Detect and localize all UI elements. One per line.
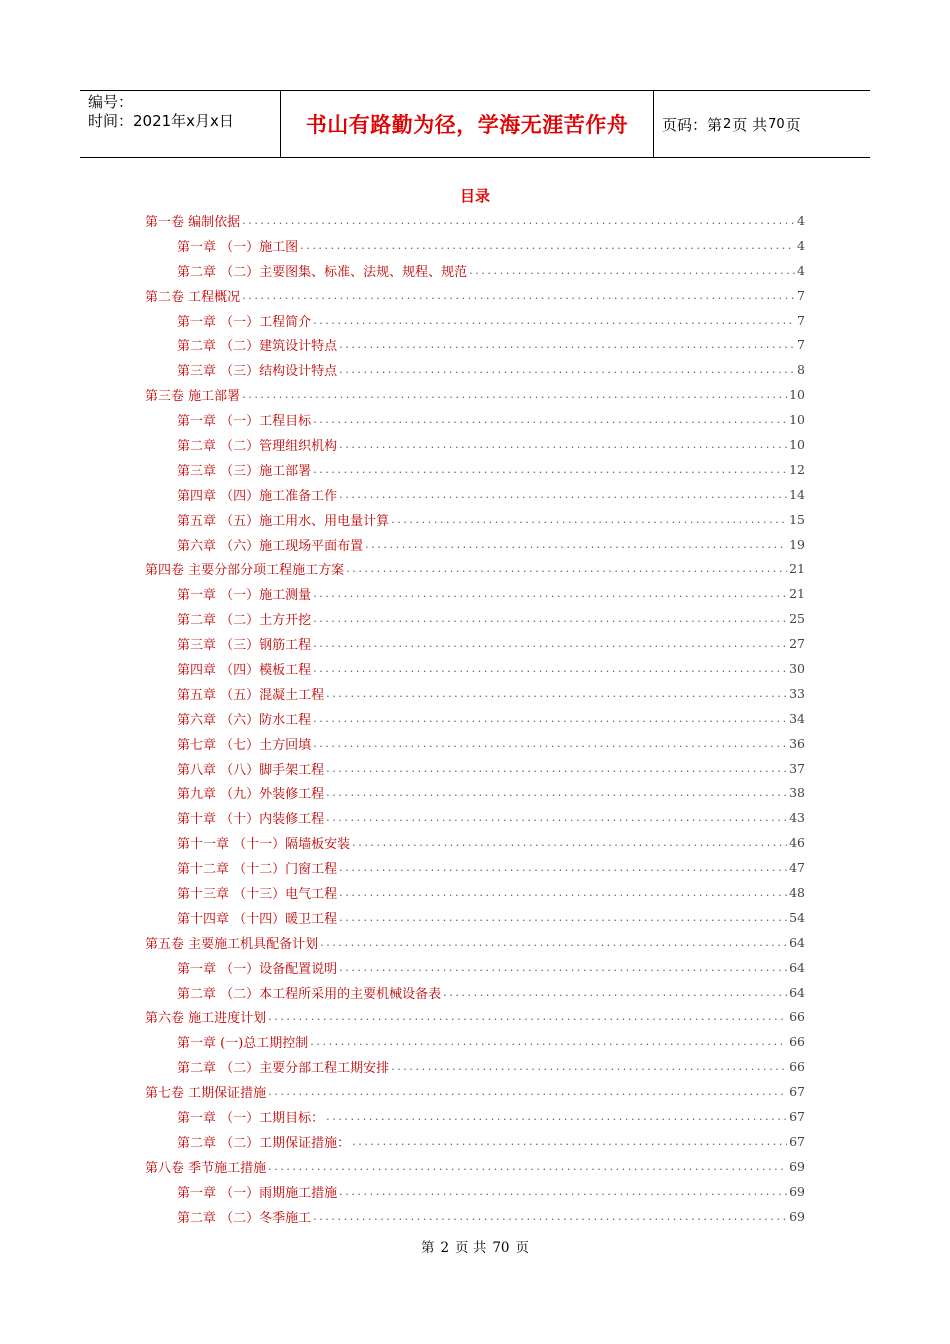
- toc-entry-text: 第二章 （二）本工程所采用的主要机械设备表: [177, 986, 442, 1002]
- toc-leader-dots: [391, 1060, 787, 1073]
- page-header: [80, 90, 870, 158]
- footer-mid: 页 共: [455, 1240, 487, 1256]
- toc-entry-page: 46: [789, 835, 805, 851]
- toc-leader-dots: [391, 513, 787, 526]
- toc-entry-page: 47: [789, 860, 805, 876]
- toc-entry-text: 第六章 （六）防水工程: [177, 712, 312, 728]
- toc-entry-page: 4: [797, 262, 805, 278]
- toc-leader-dots: [339, 886, 787, 899]
- toc-entry-page: 48: [789, 884, 805, 900]
- toc-entry-page: 34: [789, 710, 805, 726]
- toc-entry[interactable]: [145, 681, 805, 706]
- toc-entry-text: 第十二章 （十二）门窗工程: [177, 862, 338, 878]
- toc-entry-page: 8: [797, 362, 805, 378]
- toc-entry-text: 第七章 （七）土方回填: [177, 737, 312, 753]
- toc-entry-page: 38: [789, 785, 805, 801]
- toc-leader-dots: [242, 388, 787, 401]
- toc-entry-text: 第二章 （二）主要分部工程工期安排: [177, 1061, 390, 1077]
- toc-entry-page: 12: [789, 461, 805, 477]
- toc-entry-page: 69: [789, 1183, 805, 1199]
- toc-entry-page: 7: [797, 287, 805, 303]
- toc-entry-text: 第一章 （一）工期目标：: [177, 1111, 325, 1126]
- toc-entry-page: 19: [789, 536, 805, 552]
- toc-entry-page: 37: [789, 760, 805, 776]
- toc-entry[interactable]: [145, 1104, 805, 1129]
- header-page-info: [654, 91, 870, 157]
- toc-entry-page: 4: [797, 237, 805, 253]
- toc-entry[interactable]: [145, 357, 805, 382]
- toc-leader-dots: [310, 1035, 787, 1048]
- toc-entry[interactable]: [145, 780, 805, 805]
- toc-entry[interactable]: [145, 631, 805, 656]
- toc-entry-text: 第二章 （二）土方开挖: [177, 613, 312, 629]
- toc-entry-page: 27: [789, 636, 805, 652]
- toc-entry[interactable]: [145, 382, 805, 407]
- toc-entry-page: 54: [789, 909, 805, 925]
- toc-entry-page: 7: [797, 337, 805, 353]
- toc-leader-dots: [326, 811, 787, 824]
- toc-entry-page: 21: [789, 586, 805, 602]
- toc-entry-page: 21: [789, 561, 805, 577]
- toc-entry-page: 64: [789, 984, 805, 1000]
- toc-entry-text: 第三章 （三）钢筋工程: [177, 638, 312, 654]
- toc-entry-page: 66: [789, 1009, 805, 1025]
- toc-entry-text: 第二章 （二）管理组织机构: [177, 438, 338, 454]
- toc-entry-page: 14: [789, 486, 805, 502]
- toc-leader-dots: [326, 762, 787, 775]
- toc-entry[interactable]: [145, 482, 805, 507]
- toc-entry-text: 第十一章 （十一）隔墙板安装: [177, 837, 351, 853]
- toc-entry[interactable]: [145, 581, 805, 606]
- toc-entry-text: 第四卷 主要分部分项工程施工方案: [145, 563, 345, 579]
- toc-entry-page: 69: [789, 1208, 805, 1224]
- toc-entry-page: 67: [789, 1109, 805, 1124]
- toc-entry[interactable]: [145, 1154, 805, 1179]
- toc-entry-text: 第二章 （二）工期保证措施：: [177, 1135, 351, 1151]
- toc-leader-dots: [268, 1010, 787, 1023]
- toc-entry[interactable]: [145, 258, 805, 283]
- toc-entry[interactable]: [145, 955, 805, 980]
- toc-entry-text: 第四章 （四）施工准备工作: [177, 488, 338, 504]
- toc-entry-page: 36: [789, 735, 805, 751]
- footer-current: 2: [440, 1240, 450, 1256]
- toc-leader-dots: [339, 363, 795, 376]
- toc-entry-text: 第一章 （一）雨期施工措施: [177, 1185, 338, 1201]
- footer-suffix: 页: [515, 1240, 530, 1256]
- toc-entry-text: 第一卷 编制依据: [145, 214, 241, 230]
- header-meta: [80, 91, 281, 157]
- toc-entry[interactable]: [145, 706, 805, 731]
- toc-entry-page: 64: [789, 959, 805, 975]
- toc-entry[interactable]: [145, 930, 805, 955]
- toc-entry-page: 25: [789, 611, 805, 627]
- toc-entry[interactable]: [145, 731, 805, 756]
- toc-entry-page: 66: [789, 1059, 805, 1075]
- toc-entry-text: 第六章 （六）施工现场平面布置: [177, 538, 364, 554]
- toc-entry[interactable]: [145, 283, 805, 308]
- header-page-prefix: 页码：第: [662, 115, 723, 134]
- toc-entry-page: 4: [797, 212, 805, 228]
- footer-prefix: 第: [420, 1240, 435, 1256]
- toc-entry[interactable]: [145, 980, 805, 1005]
- toc-entry[interactable]: [145, 308, 805, 333]
- header-page-mid: 页 共: [732, 115, 768, 134]
- toc-entry-text: 第八卷 季节施工措施: [145, 1160, 267, 1176]
- toc-leader-dots: [339, 911, 787, 924]
- toc-entry[interactable]: [145, 1005, 805, 1030]
- toc-leader-dots: [268, 1160, 787, 1173]
- toc-leader-dots: [313, 1210, 787, 1223]
- toc-entry-page: 67: [789, 1133, 805, 1149]
- toc-leader-dots: [313, 463, 787, 476]
- toc-entry-text: 第九章 （九）外装修工程: [177, 787, 325, 803]
- toc-leader-dots: [313, 712, 787, 725]
- toc-leader-dots: [346, 562, 787, 575]
- toc-entry[interactable]: [145, 805, 805, 830]
- toc-entry-text: 第十章 （十）内装修工程: [177, 812, 325, 828]
- toc-leader-dots: [443, 986, 787, 999]
- toc-entry[interactable]: [145, 432, 805, 457]
- toc-entry[interactable]: [145, 1204, 805, 1229]
- toc-leader-dots: [313, 637, 787, 650]
- toc-entry-text: 第七卷 工期保证措施: [145, 1086, 267, 1102]
- toc-entry-text: 第一章 （一）施工测量: [177, 588, 312, 604]
- toc-entry-text: 第一章 （一）工程目标: [177, 414, 312, 430]
- toc-leader-dots: [313, 314, 795, 327]
- toc-entry-page: 66: [789, 1034, 805, 1050]
- toc-leader-dots: [268, 1085, 787, 1098]
- toc-entry-text: 第二卷 工程概况: [145, 289, 241, 305]
- toc-leader-dots: [339, 1185, 787, 1198]
- toc-leader-dots: [300, 239, 795, 252]
- toc-leader-dots: [339, 488, 787, 501]
- doc-number-label: 编号：: [88, 93, 134, 111]
- toc-leader-dots: [242, 289, 795, 302]
- toc-entry-page: 67: [789, 1084, 805, 1100]
- toc-entry-page: 33: [789, 685, 805, 701]
- toc-entry-page: 15: [789, 511, 805, 527]
- toc-entry-page: 30: [789, 660, 805, 676]
- toc-entry[interactable]: [145, 656, 805, 681]
- toc-leader-dots: [242, 214, 795, 227]
- toc-entry-text: 第一章 （一）设备配置说明: [177, 961, 338, 977]
- toc-entry[interactable]: [145, 233, 805, 258]
- toc-entry-text: 第四章 （四）模板工程: [177, 662, 312, 678]
- toc-entry[interactable]: [145, 532, 805, 557]
- toc-leader-dots: [313, 662, 787, 675]
- toc-entry-text: 第八章 （八）脚手架工程: [177, 762, 325, 778]
- toc-entry[interactable]: [145, 407, 805, 432]
- toc-entry[interactable]: [145, 556, 805, 581]
- toc-entry-text: 第十四章 （十四）暖卫工程: [177, 911, 338, 927]
- doc-time-label: 时间：2021年x月x日: [88, 112, 234, 130]
- toc-leader-dots: [339, 338, 795, 351]
- toc-entry[interactable]: [145, 457, 805, 482]
- toc-entry[interactable]: [145, 830, 805, 855]
- toc-title: 目录: [459, 187, 490, 205]
- toc-entry-page: 10: [789, 436, 805, 452]
- page-footer: [0, 1236, 950, 1256]
- header-page-total: 70: [768, 116, 785, 132]
- toc-leader-dots: [352, 1135, 787, 1148]
- toc-leader-dots: [326, 1110, 787, 1123]
- toc-entry-page: 64: [789, 934, 805, 950]
- header-page-suffix: 页: [785, 115, 801, 134]
- toc-entry[interactable]: [145, 1129, 805, 1154]
- toc-leader-dots: [339, 438, 787, 451]
- toc-leader-dots: [339, 961, 787, 974]
- footer-total: 70: [492, 1240, 510, 1256]
- header-motto: 书山有路勤为径，学海无涯苦作舟: [281, 91, 654, 157]
- toc-entry-page: 10: [789, 387, 805, 403]
- toc-entry[interactable]: [145, 1029, 805, 1054]
- toc-leader-dots: [313, 587, 787, 600]
- toc-entry-text: 第十三章 （十三）电气工程: [177, 886, 338, 902]
- toc-entry-text: 第三卷 施工部署: [145, 389, 241, 405]
- toc-entry-text: 第三章 （三）施工部署: [177, 463, 312, 479]
- table-of-contents: [145, 208, 805, 1229]
- toc-entry-page: 43: [789, 810, 805, 826]
- toc-entry-page: 7: [797, 312, 805, 328]
- header-page-current: 2: [723, 116, 732, 132]
- toc-entry-text: 第二章 （二）冬季施工: [177, 1210, 312, 1226]
- toc-entry-text: 第一章 （一）工程简介: [177, 314, 312, 330]
- toc-leader-dots: [469, 264, 795, 277]
- toc-leader-dots: [320, 936, 787, 949]
- toc-leader-dots: [339, 861, 787, 874]
- toc-entry[interactable]: [145, 1079, 805, 1104]
- toc-entry[interactable]: [145, 1054, 805, 1079]
- toc-entry[interactable]: [145, 332, 805, 357]
- toc-entry-text: 第三章 （三）结构设计特点: [177, 364, 338, 380]
- toc-entry-text: 第二章 （二）建筑设计特点: [177, 339, 338, 355]
- toc-entry[interactable]: [145, 880, 805, 905]
- toc-entry-page: 10: [789, 412, 805, 428]
- toc-entry[interactable]: [145, 756, 805, 781]
- toc-entry-text: 第五卷 主要施工机具配备计划: [145, 936, 319, 952]
- toc-entry[interactable]: [145, 905, 805, 930]
- toc-leader-dots: [352, 836, 787, 849]
- toc-entry[interactable]: [145, 606, 805, 631]
- toc-entry-text: 第二章 （二）主要图集、标准、法规、规程、规范: [177, 264, 468, 280]
- toc-entry[interactable]: [145, 1179, 805, 1204]
- toc-leader-dots: [326, 786, 787, 799]
- toc-entry-text: 第五章 （五）混凝土工程: [177, 687, 325, 703]
- toc-entry[interactable]: [145, 208, 805, 233]
- toc-entry-text: 第一章 （一）施工图: [177, 239, 299, 255]
- toc-entry-text: 第一章 (一)总工期控制: [177, 1036, 309, 1052]
- toc-entry-page: 69: [789, 1158, 805, 1174]
- toc-leader-dots: [313, 737, 787, 750]
- toc-leader-dots: [313, 612, 787, 625]
- toc-leader-dots: [313, 413, 787, 426]
- toc-entry[interactable]: [145, 507, 805, 532]
- toc-leader-dots: [365, 538, 787, 551]
- toc-entry-text: 第五章 （五）施工用水、用电量计算: [177, 513, 390, 529]
- toc-entry-text: 第六卷 施工进度计划: [145, 1011, 267, 1027]
- toc-leader-dots: [326, 687, 787, 700]
- toc-entry[interactable]: [145, 855, 805, 880]
